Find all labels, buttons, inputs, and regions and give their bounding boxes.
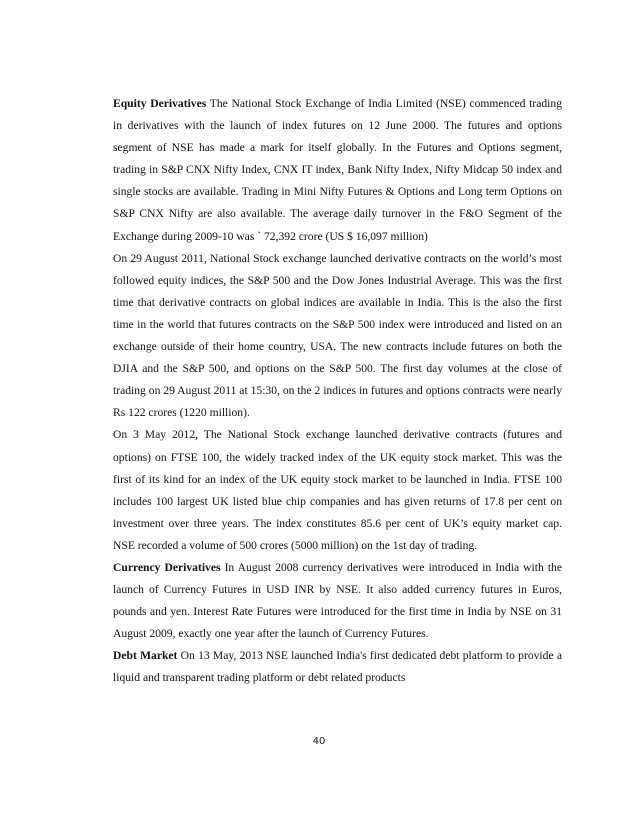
page-number: 40 [312, 736, 326, 747]
paragraph-text: The National Stock Exchange of India Limited (NSE) commenced trading in derivatives with the launch of index futures on 12 June 2000. The futures and options segment of NSE has made a mark for itself globally. In the Futures and Options segment, trading in S&P CNX Nifty Index, CNX IT index, Bank Nifty Index, Nifty Midcap 50 index and single stocks are available. Trading in Mini Nifty Futures & Options and Long term Options on S&P CNX Nifty are also available. The average daily turnover in the F&O Segment of the Exchange during 2009-10 was ` 72,392 crore (US $ 16,097 million) [113, 97, 562, 243]
paragraph-currency-derivatives [113, 557, 562, 645]
paragraph-debt-market [113, 645, 562, 689]
paragraph-text: In August 2008 currency derivatives were introduced in India with the launch of Currency Futures in USD INR by NSE. It also added currency futures in Euros, pounds and yen. Interest Rate Futures were introduced for the first time in India by NSE on 31 August 2009, exactly one year after the launch of Currency Futures. [113, 560, 562, 641]
paragraph-ftse100-launch [113, 424, 562, 557]
heading-currency-derivatives: Currency Derivatives [113, 560, 221, 574]
heading-debt-market: Debt Market [113, 649, 178, 663]
paragraph-sp500-launch [113, 248, 562, 425]
body-text [113, 93, 562, 690]
paragraph-text: On 3 May 2012, The National Stock exchange launched derivative contracts (futures and options) on FTSE 100, the widely tracked index of the UK equity stock market. This was the first of its kind for an index of the UK equity stock market to be launched in India. FTSE 100 includes 100 largest UK listed blue chip companies and has given returns of 17.8 per cent on investment over three years. The index constitutes 85.6 per cent of UK’s equity market cap. NSE recorded a volume of 500 crores (5000 million) on the 1st day of trading. [113, 428, 562, 552]
paragraph-text: On 13 May, 2013 NSE launched India's first dedicated debt platform to provide a liquid and transparent trading platform or debt related products [113, 649, 562, 685]
heading-equity-derivatives: Equity Derivatives [113, 97, 207, 110]
paragraph-text: On 29 August 2011, National Stock exchange launched derivative contracts on the world’s most followed equity indices, the S&P 500 and the Dow Jones Industrial Average. This was the first time that derivative contracts on global indices are available in India. This is the also the first time in the world that futures contracts on the S&P 500 index were introduced and listed on an exchange outside of their home country, USA. The new contracts include futures on both the DJIA and the S&P 500, and options on the S&P 500. The first day volumes at the close of trading on 29 August 2011 at 15:30, on the 2 indices in futures and options contracts were nearly Rs 122 crores (1220 million). [113, 251, 562, 420]
paragraph-equity-derivatives [113, 93, 562, 248]
